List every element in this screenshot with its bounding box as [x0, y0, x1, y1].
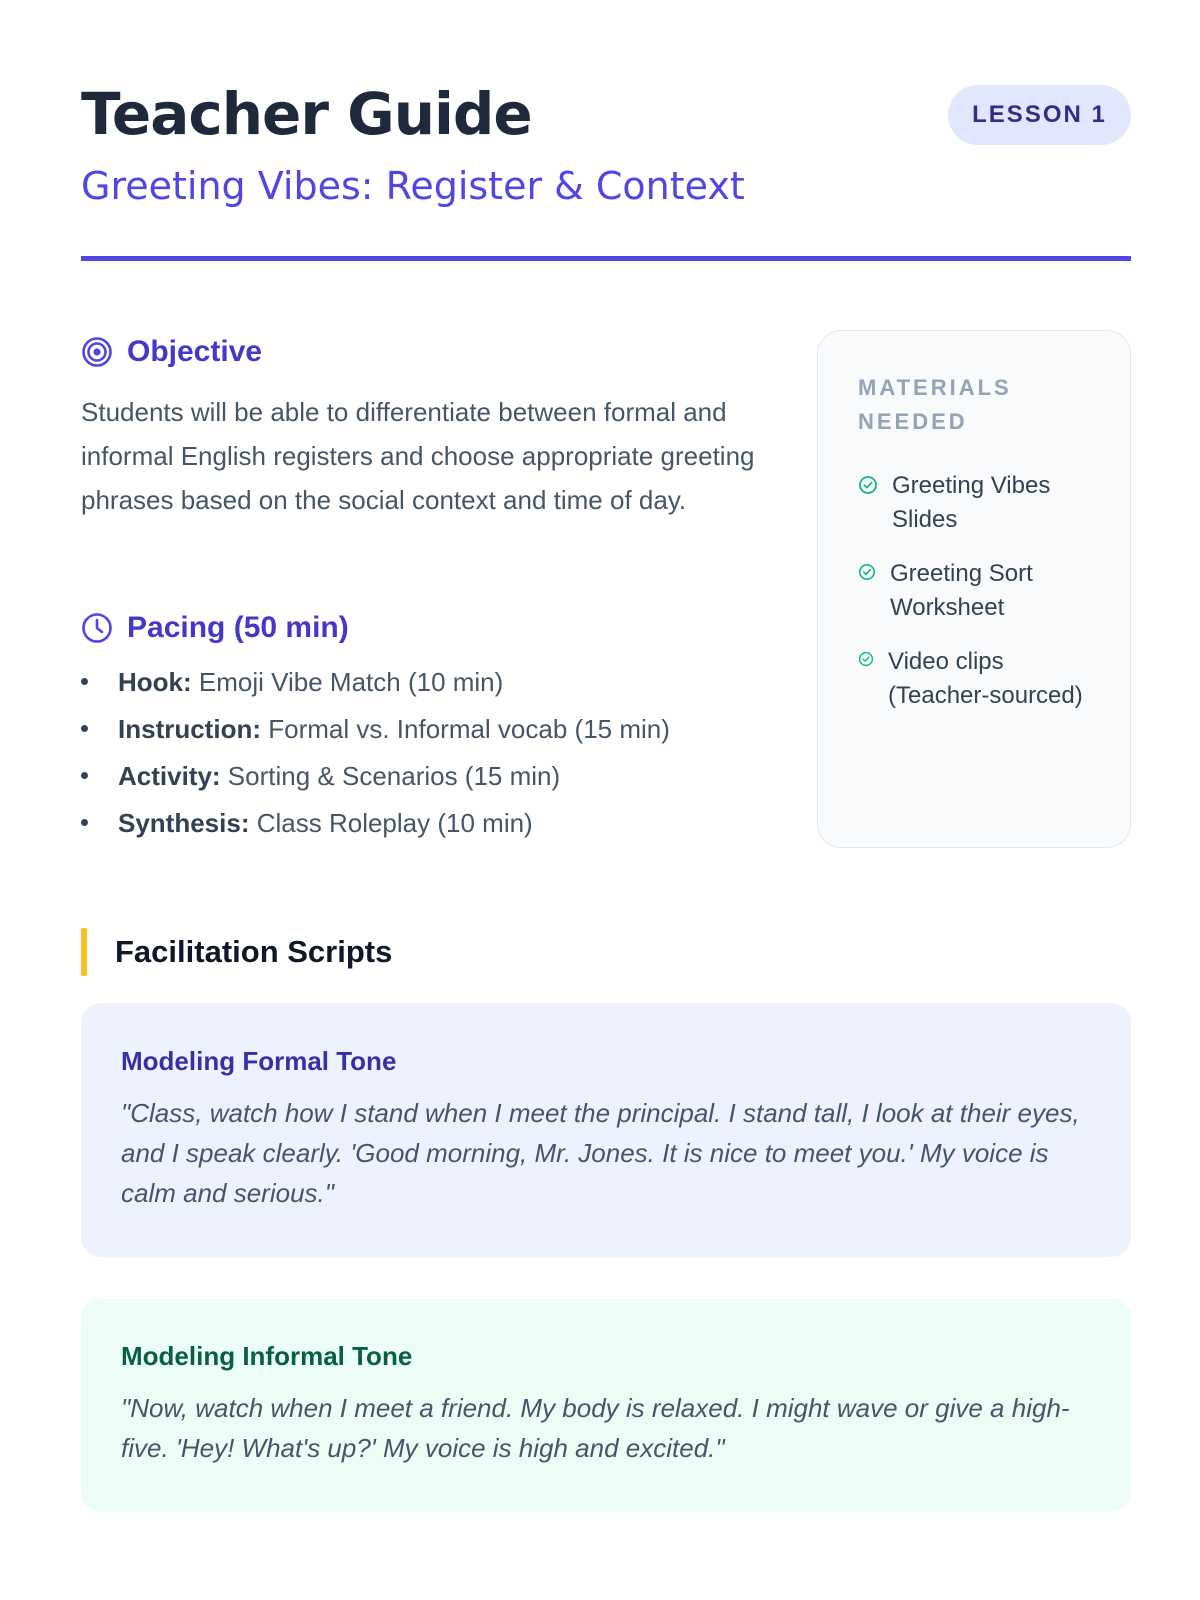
- page-subtitle: Greeting Vibes: Register & Context: [81, 164, 745, 208]
- check-circle-icon: [858, 563, 876, 586]
- material-item: Greeting Sort Worksheet: [890, 560, 1033, 621]
- material-item: Video clips (Teacher-sourced): [888, 648, 1083, 709]
- card-title: Modeling Informal Tone: [121, 1341, 413, 1371]
- lesson-badge: LESSON 1: [948, 85, 1131, 145]
- pacing-item-label: Hook:: [118, 667, 192, 697]
- bullet-icon: [81, 725, 88, 732]
- pacing-item-text: Emoji Vibe Match (10 min): [191, 667, 504, 697]
- objective-text: Students will be able to differentiate between formal and informal English registers and choose appropriate greeting phrases based on the social context and time of day.: [81, 397, 755, 515]
- pacing-item-text: Formal vs. Informal vocab (15 min): [261, 714, 670, 744]
- card-quote: "Now, watch when I meet a friend. My body is relaxed. I might wave or give a high-five. 'Hey! What's up?' My voice is high and excited.": [121, 1393, 1070, 1463]
- list-item: [81, 665, 781, 712]
- materials-list: [858, 469, 1090, 713]
- scripts-title: Facilitation Scripts: [115, 934, 393, 969]
- bullet-icon: [81, 772, 88, 779]
- list-item: [81, 806, 781, 853]
- header-divider: [81, 256, 1131, 261]
- pacing-heading: [81, 606, 349, 650]
- page-title: Teacher Guide: [81, 80, 532, 148]
- objective-label: Objective: [127, 335, 263, 368]
- objective-heading: [81, 330, 262, 374]
- bullet-icon: [81, 819, 88, 826]
- list-item: [81, 759, 781, 806]
- check-circle-icon: [858, 475, 878, 500]
- card-quote: "Class, watch how I stand when I meet the principal. I stand tall, I look at their eyes, and I speak clearly. 'Good morning, Mr. Jones. It is nice to meet you.' My voice is calm and serious.": [121, 1098, 1080, 1208]
- pacing-item-label: Instruction:: [118, 714, 261, 744]
- pacing-list: [81, 665, 781, 853]
- list-item: [81, 712, 781, 759]
- materials-title: MATERIALS NEEDED: [858, 375, 1012, 434]
- informal-tone-card: [81, 1298, 1131, 1512]
- accent-bar: [81, 928, 87, 976]
- target-icon: [81, 336, 113, 368]
- bullet-icon: [81, 678, 88, 685]
- formal-tone-card: [81, 1003, 1131, 1257]
- pacing-item-text: Sorting & Scenarios (15 min): [220, 761, 561, 791]
- material-item: Greeting Vibes Slides: [892, 472, 1051, 533]
- check-circle-icon: [858, 651, 874, 672]
- list-item: [858, 645, 1090, 713]
- scripts-heading: [81, 928, 392, 976]
- pacing-item-label: Activity:: [118, 761, 221, 791]
- materials-panel: [817, 330, 1131, 848]
- list-item: [858, 557, 1090, 625]
- clock-icon: [81, 612, 113, 644]
- teacher-guide-page: [81, 0, 1131, 1600]
- list-item: [858, 469, 1090, 537]
- card-title: Modeling Formal Tone: [121, 1046, 397, 1076]
- pacing-label: Pacing (50 min): [127, 611, 349, 644]
- page-header: [81, 80, 1131, 260]
- pacing-item-label: Synthesis:: [118, 808, 250, 838]
- pacing-item-text: Class Roleplay (10 min): [249, 808, 533, 838]
